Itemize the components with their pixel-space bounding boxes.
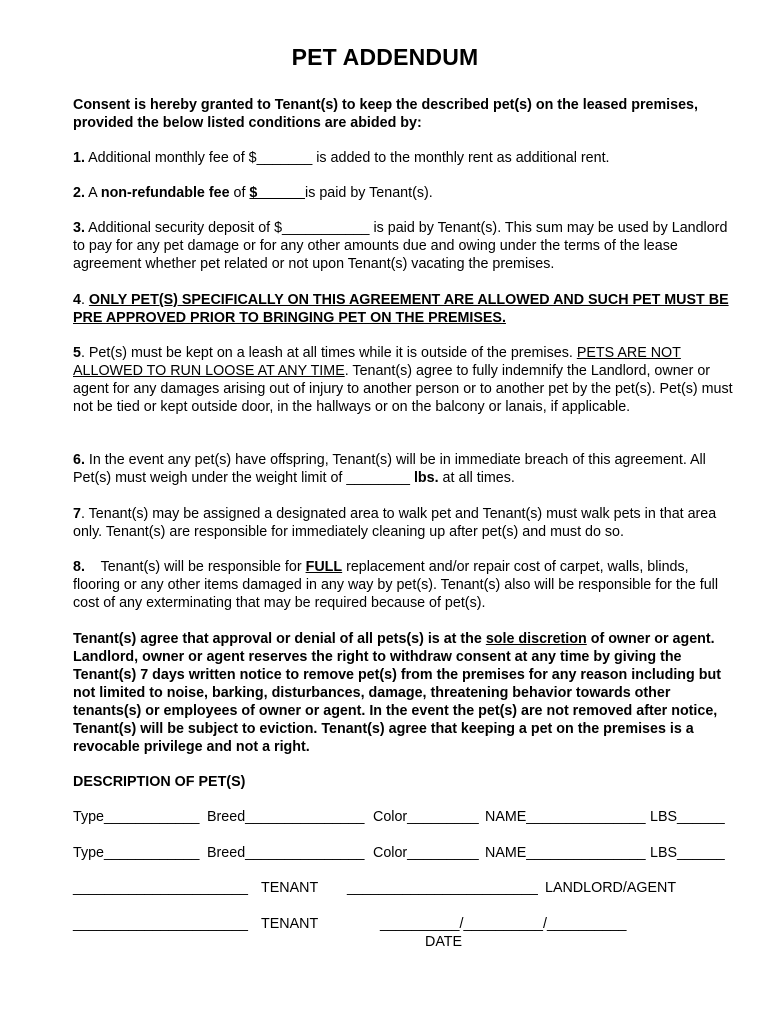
date-line: __________/__________/__________ — [380, 916, 627, 932]
consent-paragraph — [73, 630, 738, 756]
clause-2 — [73, 184, 738, 202]
clause-3-text-b: is paid by Tenant(s). This sum may be used by Landlord to pay for any pet damage or for any other amounts due and owing under the terms of the lease agreement whether pet related or not upon Tenant(s) vacating the premises. — [73, 220, 728, 272]
clause-7-text: . Tenant(s) may be assigned a designated area to walk pet and Tenant(s) must walk pets in that area only. Tenant(s) are responsible for immediately cleaning up after pet(s) and must do so. — [73, 506, 717, 540]
clause-6-bold: lbs. — [413, 470, 439, 486]
date-label: DATE — [425, 934, 463, 950]
clause-5-text-a: . Pet(s) must be kept on a leash at all times while it is outside of the premises. — [80, 345, 577, 361]
clause-1-number: 1. — [73, 150, 85, 166]
clause-2-number: 2. — [73, 185, 85, 201]
clause-6 — [73, 451, 738, 487]
pet-row-2-breed: Breed_______________ — [207, 845, 365, 861]
clause-2-text-a: A — [84, 185, 101, 201]
clause-4 — [73, 291, 738, 327]
tenant-2-label: TENANT — [261, 916, 319, 932]
clause-3-number: 3. — [73, 220, 85, 236]
clause-4-dot: . — [80, 292, 89, 308]
clause-6-text-b: at all times. — [438, 470, 515, 486]
clause-5-underlined: PETS ARE NOT ALLOWED TO RUN LOOSE AT ANY TIME — [73, 345, 681, 379]
pet-row-2-type: Type____________ — [73, 845, 200, 861]
clause-2-blank: $ — [249, 185, 306, 201]
clause-4-number: 4 — [73, 292, 81, 308]
clause-3 — [73, 219, 738, 273]
pet-row-2-lbs: LBS______ — [650, 845, 725, 861]
pet-row-1-type: Type____________ — [73, 809, 200, 825]
clause-8-text-b: replacement and/or repair cost of carpet, walls, blinds, flooring or any other items damaged in any way by pet(s). Tenant(s) also will be responsible for the full cost of any exterminating that may be required because of pet(s). — [73, 559, 719, 611]
document-title: PET ADDENDUM — [291, 44, 479, 70]
landlord-signature-line: ________________________ — [347, 880, 538, 896]
clause-1 — [73, 149, 738, 167]
clause-3-blank: ___________ — [282, 220, 370, 236]
clause-4-text: ONLY PET(S) SPECIFICALLY ON THIS AGREEMENT ARE ALLOWED AND SUCH PET MUST BE PRE APPROVED PRIOR TO BRINGING PET ON THE PREMISES. — [73, 292, 729, 326]
clause-8-number: 8. — [73, 559, 85, 575]
clause-5-text-b: . Tenant(s) agree to fully indemnify the Landlord, owner or agent for any damages arising out of injury to another person or to another pet by the pet(s). Pet(s) must not be tied or kept outside door, in the hallways or on the balcony or lanais, if applicable. — [73, 363, 733, 415]
pet-row-1-lbs: LBS______ — [650, 809, 725, 825]
clause-6-text-a: In the event any pet(s) have offspring, Tenant(s) will be in immediate breach of this agreement. All Pet(s) must weigh under the weight limit of ________ — [73, 452, 706, 486]
clause-8 — [73, 558, 738, 612]
clause-5 — [73, 344, 738, 416]
clause-3-text-a: Additional security deposit of $ — [84, 220, 283, 236]
tenant-1-signature-line: ______________________ — [73, 880, 248, 896]
pet-row-2-name: NAME_______________ — [485, 845, 646, 861]
tenant-2-signature-line: ______________________ — [73, 916, 248, 932]
consent-underlined: sole discretion — [485, 631, 587, 647]
landlord-label: LANDLORD/AGENT — [545, 880, 677, 896]
clause-7 — [73, 505, 738, 541]
clause-2-bold: non-refundable fee — [100, 185, 230, 201]
clause-2-text-c: is paid by Tenant(s). — [305, 185, 433, 201]
clause-8-text-a: Tenant(s) will be responsible for — [84, 559, 306, 575]
pet-row-1-name: NAME_______________ — [485, 809, 646, 825]
description-heading: DESCRIPTION OF PET(S) — [73, 774, 246, 790]
consent-text-b: of owner or agent. Landlord, owner or agent reserves the right to withdraw consent at any time by giving the Tenant(s) 7 days written notice to remove pet(s) from the premises for any reason including but not limited to noise, barking, disturbances, damage, threatening behavior towards other tenants(s) or employees of owner or agent. In the event the pet(s) are not removed after notice, Tenant(s) will be subject to eviction. Tenant(s) agree that keeping a pet on the premises is a revocable privilege and not a right. — [73, 631, 721, 755]
clause-2-text-b: of — [229, 185, 250, 201]
consent-text-a: Tenant(s) agree that approval or denial of all pets(s) is at the — [73, 631, 486, 647]
intro-paragraph: Consent is hereby granted to Tenant(s) to keep the described pet(s) on the leased premises, provided the below listed conditions are abided by: — [73, 97, 698, 131]
tenant-1-label: TENANT — [261, 880, 319, 896]
clause-1-text: Additional monthly fee of $_______ is added to the monthly rent as additional rent. — [84, 150, 610, 166]
pet-row-2-color: Color_________ — [373, 845, 479, 861]
clause-8-bold: FULL — [305, 559, 343, 575]
clause-7-number: 7 — [73, 506, 81, 522]
clause-5-number: 5 — [73, 345, 81, 361]
pet-row-1-color: Color_________ — [373, 809, 479, 825]
clause-6-number: 6. — [73, 452, 85, 468]
pet-row-1-breed: Breed_______________ — [207, 809, 365, 825]
